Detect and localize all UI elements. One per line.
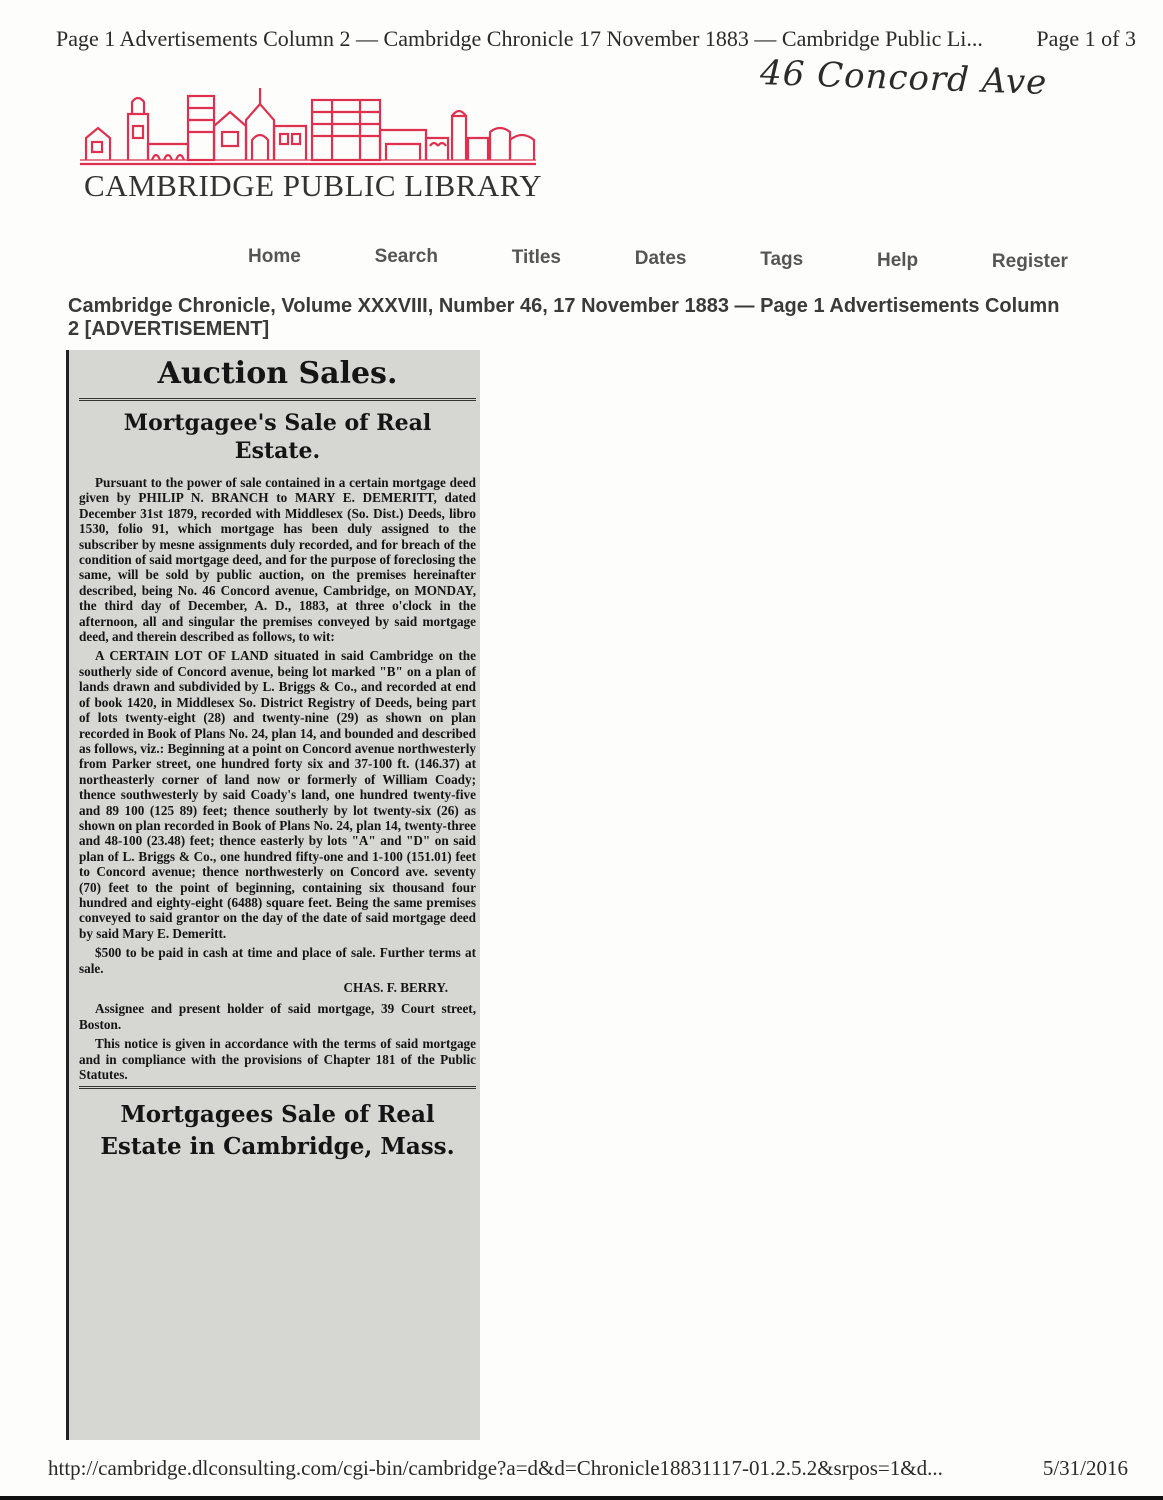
clipping-paragraph: $500 to be paid in cash at time and place of sale. Further terms at sale. <box>79 945 476 976</box>
newspaper-clipping-image <box>66 350 480 1440</box>
page-title: Cambridge Chronicle, Volume XXXVIII, Number 46, 17 November 1883 — Page 1 Advertisements Column 2 [ADVERTISEMENT] <box>68 295 1060 340</box>
clipping-paragraph: This notice is given in accordance with the terms of said mortgage and in compliance with the provisions of Chapter 181 of the Public Statutes. <box>79 1036 476 1083</box>
library-name[interactable]: CAMBRIDGE PUBLIC LIBRARY <box>84 168 543 203</box>
footer-date: 5/31/2016 <box>1042 1456 1128 1480</box>
print-footer <box>48 1456 1128 1481</box>
clipping-next-heading: Mortgagees Sale of Real Estate in Cambridge, Mass. <box>100 1101 455 1161</box>
clipping-paragraph: Assignee and present holder of said mortgage, 39 Court street, Boston. <box>79 1001 476 1032</box>
nav-register[interactable]: Register <box>991 251 1068 272</box>
nav-titles[interactable]: Titles <box>511 247 561 268</box>
clipping-paragraph: Pursuant to the power of sale contained in a certain mortgage deed given by PHILIP N. BRANCH to MARY E. DEMERITT, dated December 31st 1879, recorded with Middlesex (So. Dist.) Deeds, libro 1530, folio 91, which mortgage has been duly assigned to the subscriber by mesne assignments duly recorded, and for breach of the condition of said mortgage deed, and for the purpose of foreclosing the same, will be sold by public auction, on the premises hereinafter described, being No. 46 Concord avenue, Cambridge, on MONDAY, the third day of December, A. D., 1883, at three o'clock in the afternoon, all and singular the premises conveyed by said mortgage deed, and therein described as follows, to wit: <box>79 475 476 645</box>
clipping-rule <box>79 398 476 401</box>
handwritten-note: 46 Concord Ave <box>759 52 1048 104</box>
print-header <box>56 26 1136 52</box>
clipping-rule <box>79 1086 476 1089</box>
nav-home[interactable]: Home <box>248 246 301 267</box>
library-logo-skyline[interactable] <box>80 86 540 173</box>
nav-help[interactable]: Help <box>876 250 919 271</box>
clipping-subheading: Mortgagee's Sale of Real Estate. <box>123 410 432 464</box>
nav-dates[interactable]: Dates <box>634 248 687 269</box>
nav-search[interactable]: Search <box>374 246 438 267</box>
clipping-paragraph: A CERTAIN LOT OF LAND situated in said Cambridge on the southerly side of Concord avenue, being lot marked "B" on a plan of lands drawn and subdivided by L. Briggs & Co., and recorded at end of book 1420, in Middlesex So. District Registry of Deeds, being part of lots twenty-eight (28) and twenty-nine (29) as shown on plan recorded in Book of Plans No. 24, plan 14, and bounded and described as follows, viz.: Beginning at a point on Concord avenue northwesterly from Parker street, one hundred forty six and 37-100 ft. (146.37) at northeasterly corner of land now or formerly of William Coady; thence southwesterly by said Coady's land, one hundred twenty-five and 89 100 (125 89) feet; thence southerly by lot twenty-six (26) as shown on plan recorded in Book of Plans No. 24, plan 14, twenty-three and 48-100 (23.48) feet; thence easterly by lots "A" and "D" on said plan of L. Briggs & Co., one hundred fifty-one and 1-100 (151.01) feet to Concord avenue; thence northwesterly on Concord ave. seventy (70) feet to the point of beginning, containing six thousand four hundred and eighty-eight (6488) square feet. Being the same premises conveyed to said grantor on the day of the date of said mortgage deed by said Mary E. Demeritt. <box>79 648 476 941</box>
main-nav <box>248 246 1068 273</box>
nav-tags[interactable]: Tags <box>760 249 804 270</box>
scan-edge <box>0 1496 1163 1500</box>
clipping-signature: CHAS. F. BERRY. <box>343 980 448 995</box>
print-header-title: Page 1 Advertisements Column 2 — Cambridge Chronicle 17 November 1883 — Cambridge Public Li... <box>56 26 983 51</box>
print-header-page: Page 1 of 3 <box>1036 26 1136 51</box>
footer-url: http://cambridge.dlconsulting.com/cgi-bin/cambridge?a=d&d=Chronicle18831117-01.2.5.2&srpos=1&d... <box>48 1456 943 1480</box>
clipping-heading: Auction Sales. <box>157 356 398 391</box>
